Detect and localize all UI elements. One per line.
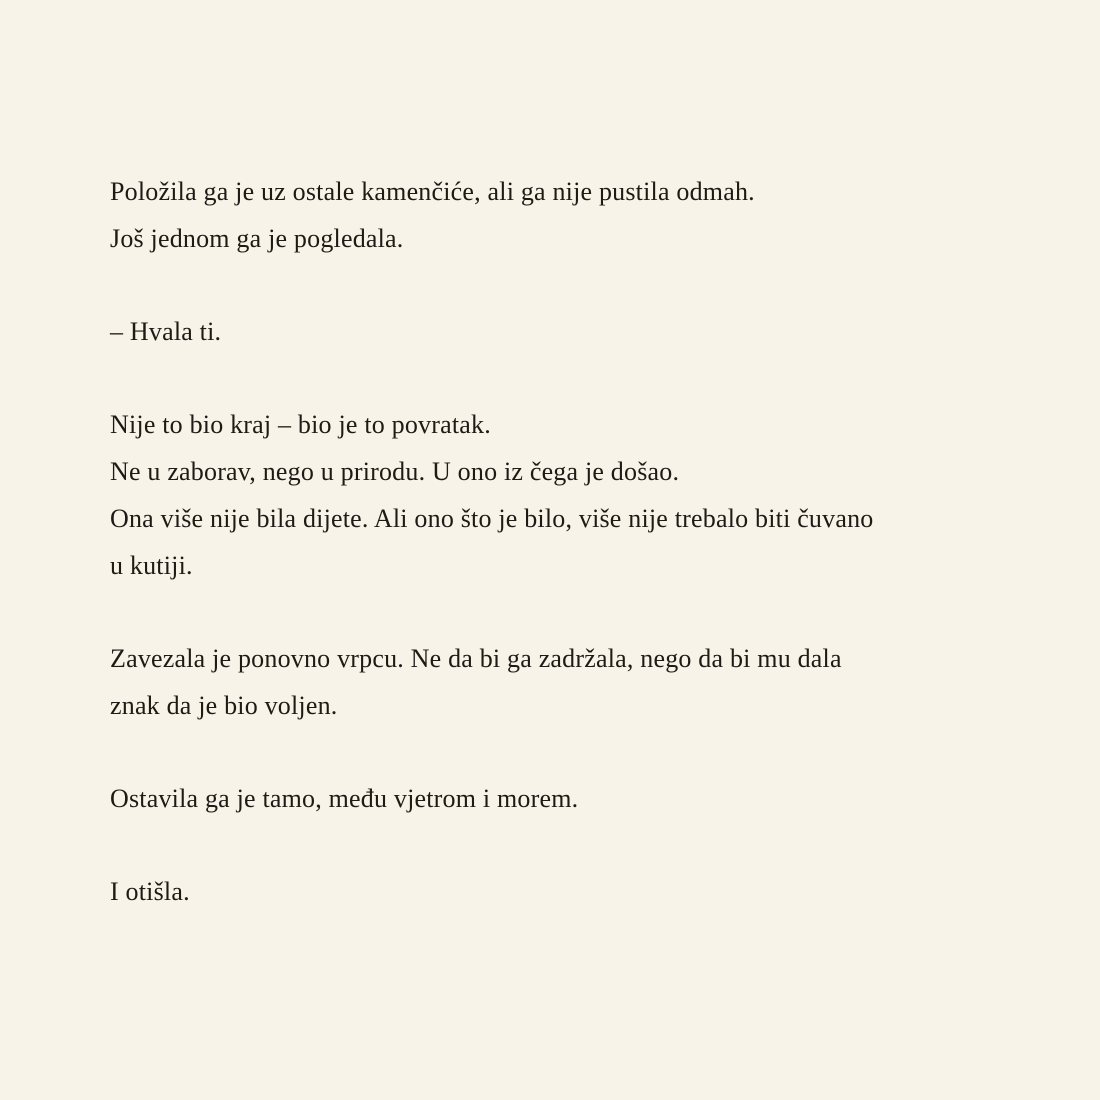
text-line: znak da je bio voljen. xyxy=(110,691,338,720)
text-line: I otišla. xyxy=(110,877,190,906)
text-line: Ostavila ga je tamo, među vjetrom i morem. xyxy=(110,784,579,813)
paragraph xyxy=(110,308,1000,355)
paragraph xyxy=(110,868,1000,915)
page-text xyxy=(110,168,1000,915)
paragraph xyxy=(110,635,1000,729)
text-line: Nije to bio kraj – bio je to povratak. xyxy=(110,410,491,439)
text-line: u kutiji. xyxy=(110,551,193,580)
text-line: Ne u zaborav, nego u prirodu. U ono iz čega je došao. xyxy=(110,457,680,486)
paragraph xyxy=(110,775,1000,822)
paragraph xyxy=(110,168,1000,262)
paragraph xyxy=(110,401,1000,589)
text-line: Još jednom ga je pogledala. xyxy=(110,224,404,253)
text-line: Ona više nije bila dijete. Ali ono što je bilo, više nije trebalo biti čuvano xyxy=(110,504,874,533)
text-line: Položila ga je uz ostale kamenčiće, ali ga nije pustila odmah. xyxy=(110,177,755,206)
text-line: Zavezala je ponovno vrpcu. Ne da bi ga zadržala, nego da bi mu dala xyxy=(110,644,842,673)
text-line: – Hvala ti. xyxy=(110,317,222,346)
